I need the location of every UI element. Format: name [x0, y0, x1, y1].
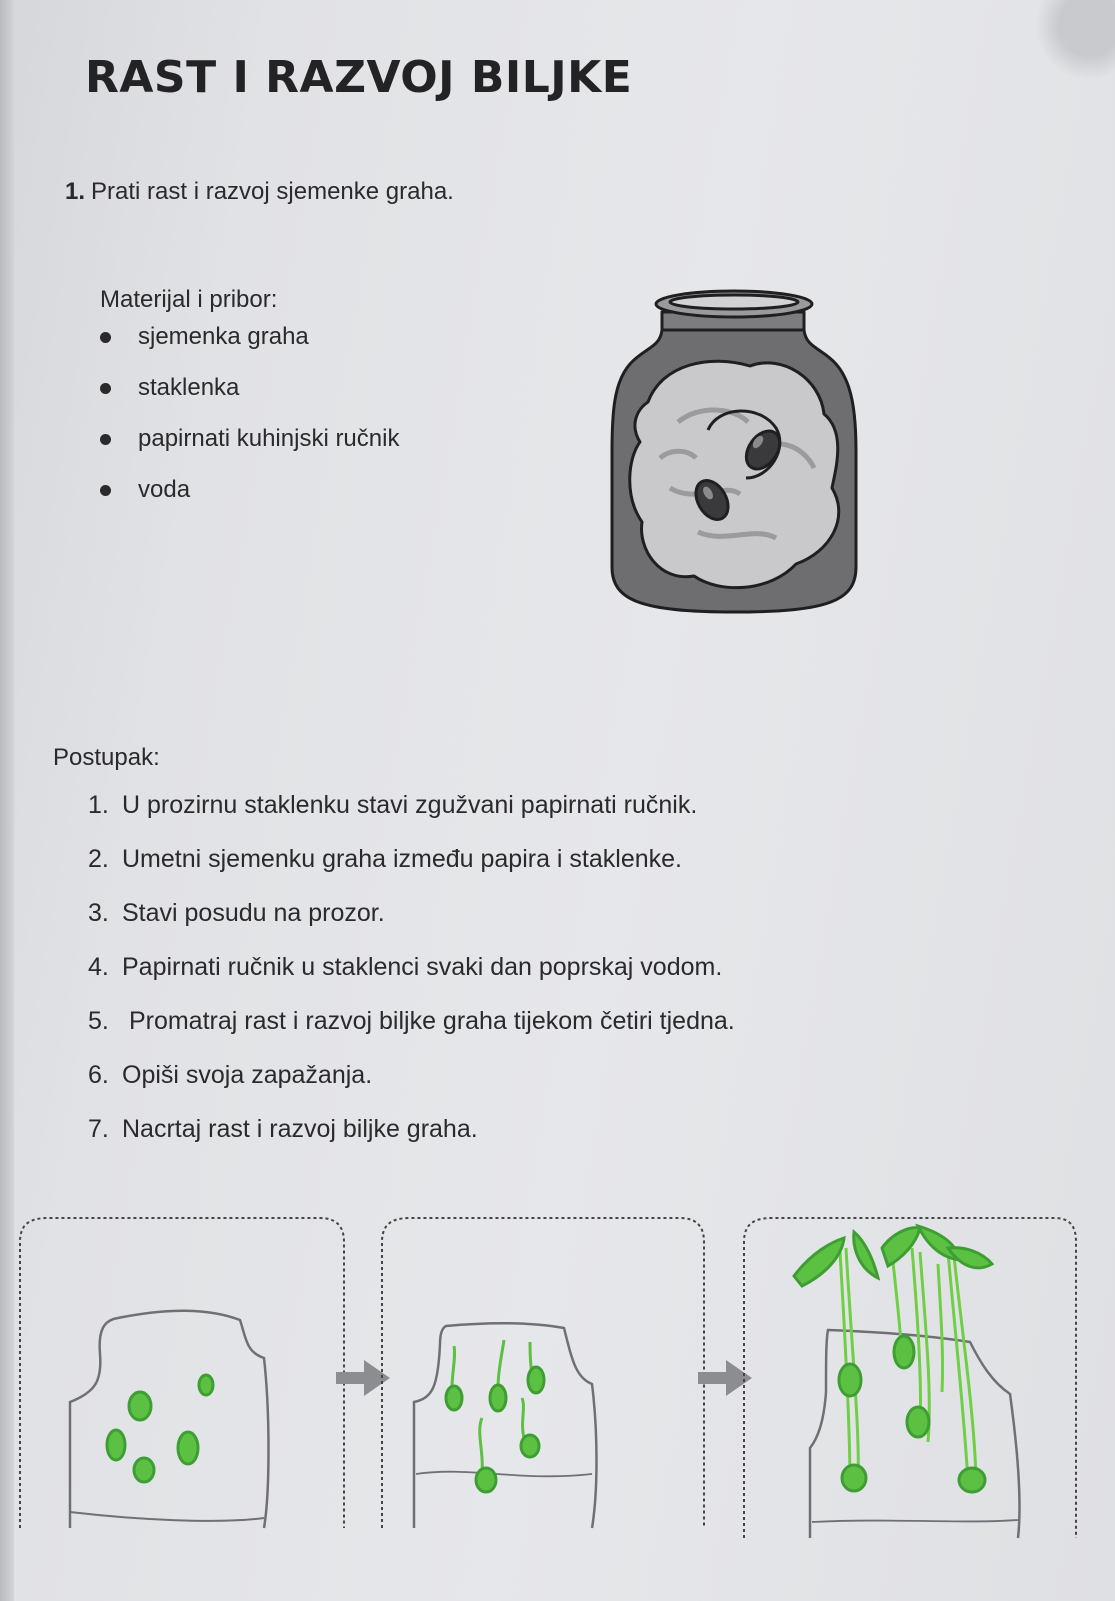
step-text: Opiši svoja zapažanja.: [122, 1061, 373, 1089]
step-text: U prozirnu staklenku stavi zgužvani papirnati ručnik.: [122, 791, 698, 819]
materials-list: [100, 322, 399, 526]
step-number: 4.: [88, 953, 109, 981]
procedure-step: [88, 1060, 735, 1114]
procedure-step: [88, 844, 735, 898]
materials-heading: Materijal i pribor:: [100, 286, 278, 313]
materials-item: staklenka: [100, 373, 399, 424]
step-text: Papirnati ručnik u staklenci svaki dan poprskaj vodom.: [122, 953, 723, 981]
step-text: Nacrtaj rast i razvoj biljke graha.: [122, 1115, 478, 1143]
procedure-step: [88, 1114, 735, 1168]
task-instruction: [65, 178, 454, 206]
drawing-box-plants: [742, 1212, 1082, 1542]
jar-illustration: [600, 282, 870, 622]
drawing-box-sprouts: [380, 1212, 710, 1532]
step-number: 6.: [88, 1061, 109, 1089]
step-number: 5.: [88, 1007, 109, 1035]
procedure-step: [88, 952, 735, 1006]
step-number: 7.: [88, 1115, 109, 1143]
procedure-step: [88, 898, 735, 952]
page-edge: [0, 0, 14, 1601]
step-number: 2.: [88, 845, 109, 873]
procedure-step: [88, 790, 735, 844]
step-number: 3.: [88, 899, 109, 927]
corner-shadow: [1035, 0, 1115, 80]
procedure-step: [88, 1006, 735, 1060]
procedure-heading: Postupak:: [53, 744, 160, 771]
step-number: 1.: [88, 791, 109, 819]
procedure-steps: [88, 790, 735, 1168]
materials-item: voda: [100, 475, 399, 526]
step-text: Promatraj rast i razvoj biljke graha tijekom četiri tjedna.: [122, 1007, 735, 1035]
materials-item: papirnati kuhinjski ručnik: [100, 424, 399, 475]
task-number: 1.: [65, 178, 86, 205]
page-title: RAST I RAZVOJ BILJKE: [85, 52, 633, 103]
drawing-box-seeds: [18, 1212, 348, 1532]
step-text: Umetni sjemenku graha između papira i staklenke.: [122, 845, 682, 873]
step-text: Stavi posudu na prozor.: [122, 899, 385, 927]
materials-item: sjemenka graha: [100, 322, 399, 373]
task-text: Prati rast i razvoj sjemenke graha.: [91, 178, 454, 205]
